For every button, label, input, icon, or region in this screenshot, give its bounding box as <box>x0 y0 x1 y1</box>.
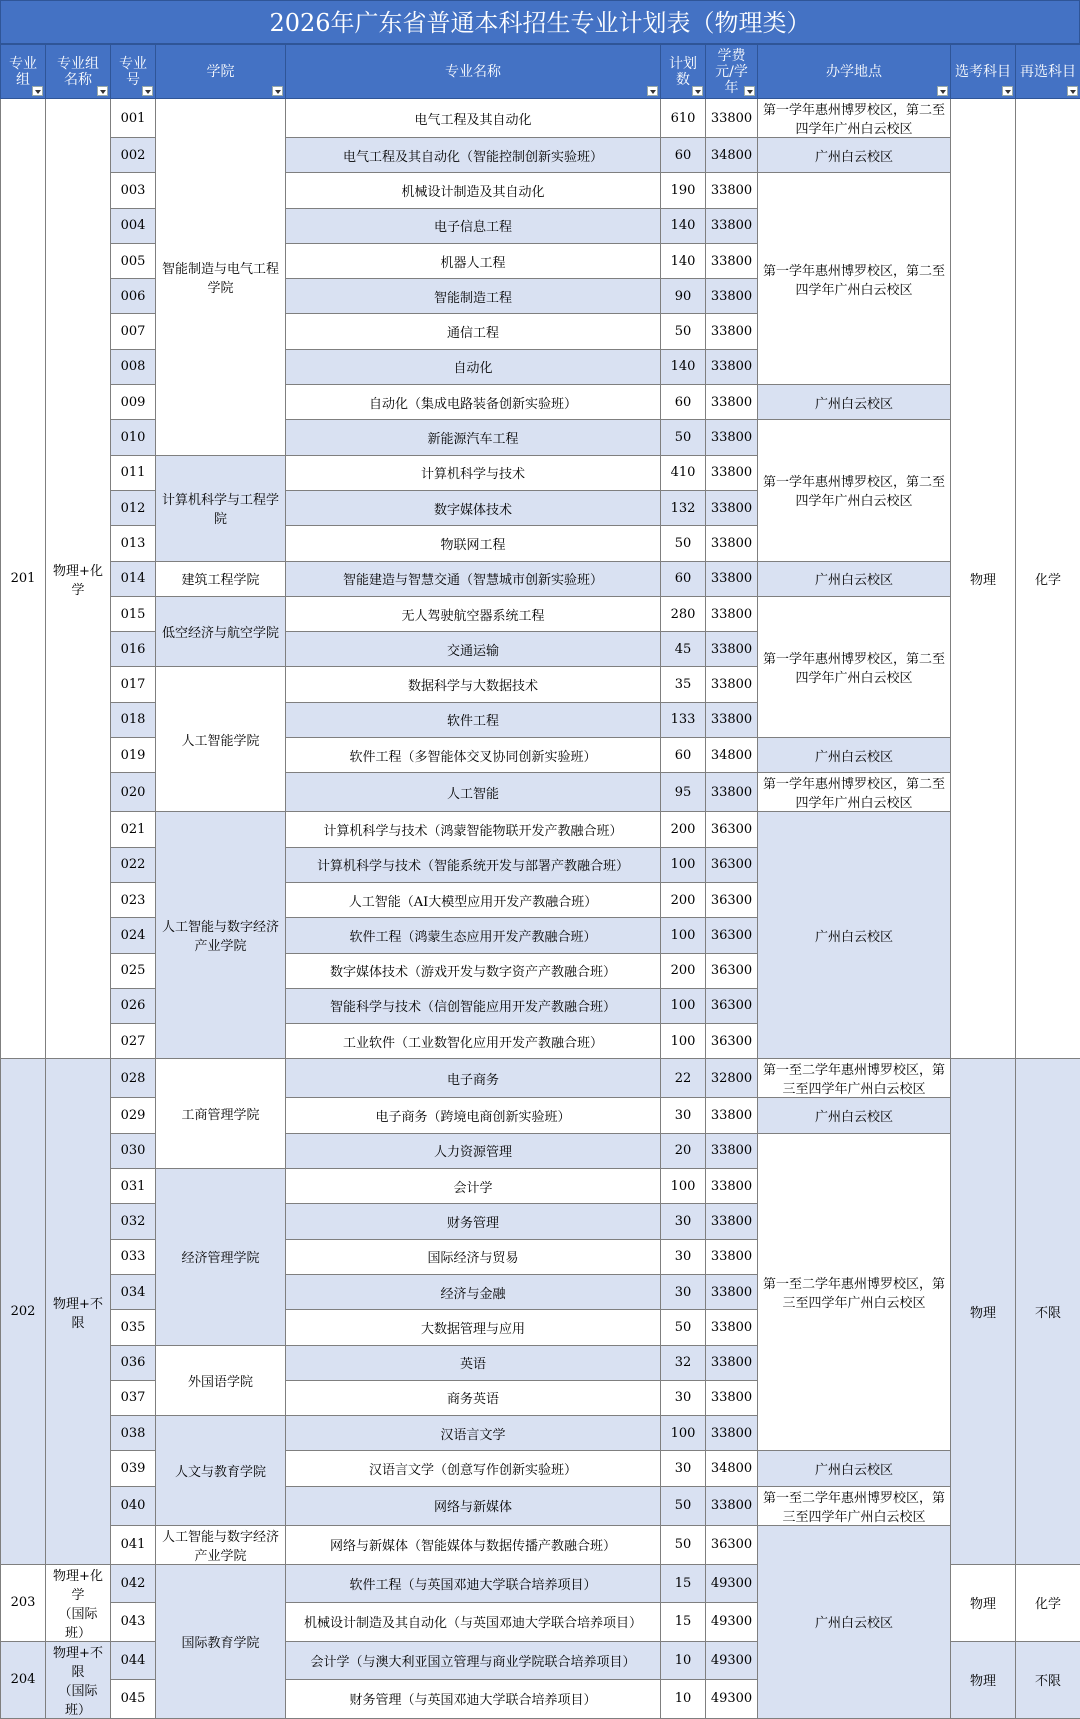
major-name-cell[interactable]: 大数据管理与应用 <box>286 1310 661 1345</box>
plan-count-cell[interactable]: 50 <box>661 1310 706 1345</box>
major-no-cell[interactable]: 028 <box>111 1059 156 1098</box>
major-name-cell[interactable]: 会计学 <box>286 1169 661 1204</box>
tuition-fee-cell[interactable]: 33800 <box>706 1133 758 1168</box>
filter-dropdown-icon[interactable] <box>1067 86 1078 96</box>
major-name-cell[interactable]: 汉语言文学 <box>286 1416 661 1451</box>
college-cell[interactable]: 智能制造与电气工程学院 <box>156 99 286 456</box>
major-name-cell[interactable]: 商务英语 <box>286 1380 661 1415</box>
tuition-fee-cell[interactable]: 36300 <box>706 1525 758 1564</box>
plan-count-cell[interactable]: 32 <box>661 1345 706 1380</box>
plan-count-cell[interactable]: 10 <box>661 1641 706 1680</box>
major-no-cell[interactable]: 031 <box>111 1169 156 1204</box>
location-cell[interactable]: 广州白云校区 <box>758 1098 951 1133</box>
plan-count-cell[interactable]: 30 <box>661 1451 706 1486</box>
college-cell[interactable]: 建筑工程学院 <box>156 561 286 596</box>
major-no-cell[interactable]: 045 <box>111 1680 156 1719</box>
plan-count-cell[interactable]: 100 <box>661 1169 706 1204</box>
plan-count-cell[interactable]: 10 <box>661 1680 706 1719</box>
tuition-fee-cell[interactable]: 34800 <box>706 138 758 173</box>
tuition-fee-cell[interactable]: 33800 <box>706 1204 758 1239</box>
table-row <box>1 561 1080 596</box>
plan-count-cell[interactable]: 45 <box>661 632 706 667</box>
tuition-fee-cell[interactable]: 33800 <box>706 561 758 596</box>
major-name-cell[interactable]: 电气工程及其自动化（智能控制创新实验班） <box>286 138 661 173</box>
location-cell[interactable]: 广州白云校区 <box>758 561 951 596</box>
tuition-fee-cell[interactable]: 36300 <box>706 882 758 917</box>
table-row <box>1 596 1080 631</box>
tuition-fee-cell[interactable]: 32800 <box>706 1059 758 1098</box>
group-name-cell[interactable]: 物理+不 限 （国际 班） <box>46 1641 111 1718</box>
college-cell[interactable]: 低空经济与航空学院 <box>156 596 286 667</box>
major-name-cell[interactable]: 软件工程（与英国邓迪大学联合培养项目） <box>286 1564 661 1603</box>
major-no-cell[interactable]: 014 <box>111 561 156 596</box>
major-name-cell[interactable]: 电子商务 <box>286 1059 661 1098</box>
major-name-cell[interactable]: 电气工程及其自动化 <box>286 99 661 138</box>
location-cell[interactable]: 广州白云校区 <box>758 738 951 773</box>
major-no-cell[interactable]: 019 <box>111 738 156 773</box>
plan-count-cell[interactable]: 60 <box>661 738 706 773</box>
plan-count-cell[interactable]: 90 <box>661 279 706 314</box>
plan-count-cell[interactable]: 22 <box>661 1059 706 1098</box>
group-name-cell[interactable]: 物理+不限 <box>46 1059 111 1564</box>
major-no-cell[interactable]: 030 <box>111 1133 156 1168</box>
plan-count-cell[interactable]: 100 <box>661 1416 706 1451</box>
tuition-fee-cell[interactable]: 33800 <box>706 1310 758 1345</box>
location-cell[interactable]: 广州白云校区 <box>758 385 951 420</box>
major-name-cell[interactable]: 物联网工程 <box>286 526 661 561</box>
tuition-fee-cell[interactable]: 33800 <box>706 490 758 525</box>
header-college[interactable]: 学院 <box>156 45 286 99</box>
college-cell[interactable]: 工商管理学院 <box>156 1059 286 1169</box>
table-row <box>1 99 1080 138</box>
tuition-fee-cell[interactable]: 33800 <box>706 526 758 561</box>
header-major-name[interactable]: 专业名称 <box>286 45 661 99</box>
location-cell[interactable]: 第一学年惠州博罗校区，第二至四学年广州白云校区 <box>758 596 951 737</box>
major-no-cell[interactable]: 012 <box>111 490 156 525</box>
major-no-cell[interactable]: 043 <box>111 1603 156 1642</box>
tuition-fee-cell[interactable]: 49300 <box>706 1564 758 1603</box>
tuition-fee-cell[interactable]: 33800 <box>706 208 758 243</box>
major-name-cell[interactable]: 通信工程 <box>286 314 661 349</box>
college-cell[interactable]: 计算机科学与工程学院 <box>156 455 286 561</box>
major-name-cell[interactable]: 交通运输 <box>286 632 661 667</box>
major-no-cell[interactable]: 016 <box>111 632 156 667</box>
admission-plan-table <box>0 44 1080 1719</box>
location-cell[interactable]: 第一至二学年惠州博罗校区，第三至四学年广州白云校区 <box>758 1133 951 1451</box>
major-no-cell[interactable]: 011 <box>111 455 156 490</box>
header-major-no[interactable]: 专业 号 <box>111 45 156 99</box>
plan-count-cell[interactable]: 50 <box>661 1525 706 1564</box>
major-no-cell[interactable]: 001 <box>111 99 156 138</box>
plan-count-cell[interactable]: 190 <box>661 173 706 208</box>
tuition-fee-cell[interactable]: 33800 <box>706 1416 758 1451</box>
college-cell[interactable]: 外国语学院 <box>156 1345 286 1416</box>
table-row <box>1 812 1080 847</box>
tuition-fee-cell[interactable]: 36300 <box>706 812 758 847</box>
plan-count-cell[interactable]: 15 <box>661 1564 706 1603</box>
elective-subject-cell[interactable]: 不限 <box>1016 1059 1080 1564</box>
major-name-cell[interactable]: 智能科学与技术（信创智能应用开发产教融合班） <box>286 988 661 1023</box>
plan-count-cell[interactable]: 15 <box>661 1603 706 1642</box>
location-cell[interactable]: 第一至二学年惠州博罗校区，第三至四学年广州白云校区 <box>758 1486 951 1525</box>
tuition-fee-cell[interactable]: 33800 <box>706 385 758 420</box>
plan-count-cell[interactable]: 140 <box>661 349 706 384</box>
plan-count-cell[interactable]: 50 <box>661 1486 706 1525</box>
major-no-cell[interactable]: 029 <box>111 1098 156 1133</box>
major-no-cell[interactable]: 027 <box>111 1024 156 1059</box>
major-name-cell[interactable]: 新能源汽车工程 <box>286 420 661 455</box>
major-name-cell[interactable]: 网络与新媒体 <box>286 1486 661 1525</box>
header-fee[interactable]: 学费 元/学 年 <box>706 45 758 99</box>
major-name-cell[interactable]: 人工智能 <box>286 773 661 812</box>
major-no-cell[interactable]: 018 <box>111 702 156 737</box>
college-cell[interactable]: 国际教育学院 <box>156 1564 286 1718</box>
major-no-cell[interactable]: 005 <box>111 243 156 278</box>
tuition-fee-cell[interactable]: 49300 <box>706 1603 758 1642</box>
major-no-cell[interactable]: 036 <box>111 1345 156 1380</box>
tuition-fee-cell[interactable]: 36300 <box>706 953 758 988</box>
plan-count-cell[interactable]: 20 <box>661 1133 706 1168</box>
major-name-cell[interactable]: 软件工程（鸿蒙生态应用开发产教融合班） <box>286 918 661 953</box>
required-subject-cell[interactable]: 物理 <box>951 1641 1016 1718</box>
tuition-fee-cell[interactable]: 33800 <box>706 314 758 349</box>
major-no-cell[interactable]: 041 <box>111 1525 156 1564</box>
major-name-cell[interactable]: 电子商务（跨境电商创新实验班） <box>286 1098 661 1133</box>
plan-count-cell[interactable]: 100 <box>661 988 706 1023</box>
filter-dropdown-icon[interactable] <box>744 86 755 96</box>
tuition-fee-cell[interactable]: 36300 <box>706 1024 758 1059</box>
plan-count-cell[interactable]: 95 <box>661 773 706 812</box>
college-cell[interactable]: 人工智能学院 <box>156 667 286 812</box>
tuition-fee-cell[interactable]: 33800 <box>706 596 758 631</box>
tuition-fee-cell[interactable]: 33800 <box>706 455 758 490</box>
plan-count-cell[interactable]: 132 <box>661 490 706 525</box>
tuition-fee-cell[interactable]: 34800 <box>706 738 758 773</box>
major-name-cell[interactable]: 自动化（集成电路装备创新实验班） <box>286 385 661 420</box>
tuition-fee-cell[interactable]: 36300 <box>706 988 758 1023</box>
plan-count-cell[interactable]: 50 <box>661 420 706 455</box>
table-row <box>1 1525 1080 1564</box>
location-cell[interactable]: 第一学年惠州博罗校区，第二至四学年广州白云校区 <box>758 420 951 561</box>
major-name-cell[interactable]: 汉语言文学（创意写作创新实验班） <box>286 1451 661 1486</box>
major-name-cell[interactable]: 自动化 <box>286 349 661 384</box>
major-no-cell[interactable]: 002 <box>111 138 156 173</box>
filter-dropdown-icon[interactable] <box>1002 86 1013 96</box>
plan-count-cell[interactable]: 140 <box>661 208 706 243</box>
tuition-fee-cell[interactable]: 36300 <box>706 847 758 882</box>
plan-count-cell[interactable]: 200 <box>661 953 706 988</box>
major-name-cell[interactable]: 无人驾驶航空器系统工程 <box>286 596 661 631</box>
major-name-cell[interactable]: 会计学（与澳大利亚国立管理与商业学院联合培养项目） <box>286 1641 661 1680</box>
required-subject-cell[interactable]: 物理 <box>951 99 1016 1059</box>
plan-count-cell[interactable]: 35 <box>661 667 706 702</box>
major-no-cell[interactable]: 033 <box>111 1239 156 1274</box>
location-cell[interactable]: 第一学年惠州博罗校区，第二至四学年广州白云校区 <box>758 99 951 138</box>
plan-count-cell[interactable]: 60 <box>661 385 706 420</box>
major-name-cell[interactable]: 智能制造工程 <box>286 279 661 314</box>
plan-count-cell[interactable]: 30 <box>661 1098 706 1133</box>
plan-count-cell[interactable]: 60 <box>661 138 706 173</box>
major-no-cell[interactable]: 034 <box>111 1274 156 1309</box>
major-name-cell[interactable]: 电子信息工程 <box>286 208 661 243</box>
plan-count-cell[interactable]: 50 <box>661 314 706 349</box>
plan-count-cell[interactable]: 200 <box>661 882 706 917</box>
filter-dropdown-icon[interactable] <box>937 86 948 96</box>
plan-count-cell[interactable]: 410 <box>661 455 706 490</box>
college-cell[interactable]: 人文与教育学院 <box>156 1416 286 1526</box>
plan-count-cell[interactable]: 610 <box>661 99 706 138</box>
major-name-cell[interactable]: 人工智能（AI大模型应用开发产教融合班） <box>286 882 661 917</box>
major-name-cell[interactable]: 财务管理 <box>286 1204 661 1239</box>
filter-dropdown-icon[interactable] <box>97 86 108 96</box>
plan-count-cell[interactable]: 133 <box>661 702 706 737</box>
plan-count-cell[interactable]: 30 <box>661 1204 706 1239</box>
major-no-cell[interactable]: 007 <box>111 314 156 349</box>
tuition-fee-cell[interactable]: 33800 <box>706 279 758 314</box>
location-cell[interactable]: 广州白云校区 <box>758 812 951 1059</box>
tuition-fee-cell[interactable]: 33800 <box>706 632 758 667</box>
location-cell[interactable]: 第一学年惠州博罗校区，第二至四学年广州白云校区 <box>758 173 951 385</box>
major-no-cell[interactable]: 021 <box>111 812 156 847</box>
header-group-code[interactable]: 专业 组 <box>1 45 46 99</box>
major-name-cell[interactable]: 英语 <box>286 1345 661 1380</box>
major-no-cell[interactable]: 039 <box>111 1451 156 1486</box>
location-cell[interactable]: 第一学年惠州博罗校区，第二至四学年广州白云校区 <box>758 773 951 812</box>
major-no-cell[interactable]: 013 <box>111 526 156 561</box>
tuition-fee-cell[interactable]: 33800 <box>706 1169 758 1204</box>
major-name-cell[interactable]: 计算机科学与技术（智能系统开发与部署产教融合班） <box>286 847 661 882</box>
tuition-fee-cell[interactable]: 33800 <box>706 1239 758 1274</box>
tuition-fee-cell[interactable]: 33800 <box>706 99 758 138</box>
filter-dropdown-icon[interactable] <box>272 86 283 96</box>
major-name-cell[interactable]: 国际经济与贸易 <box>286 1239 661 1274</box>
tuition-fee-cell[interactable]: 33800 <box>706 773 758 812</box>
major-no-cell[interactable]: 022 <box>111 847 156 882</box>
location-cell[interactable]: 广州白云校区 <box>758 138 951 173</box>
tuition-fee-cell[interactable]: 33800 <box>706 420 758 455</box>
header-location[interactable]: 办学地点 <box>758 45 951 99</box>
major-no-cell[interactable]: 042 <box>111 1564 156 1603</box>
filter-dropdown-icon[interactable] <box>32 86 43 96</box>
plan-count-cell[interactable]: 100 <box>661 847 706 882</box>
header-required-subject[interactable]: 选考科目 <box>951 45 1016 99</box>
plan-count-cell[interactable]: 30 <box>661 1239 706 1274</box>
elective-subject-cell[interactable]: 不限 <box>1016 1641 1080 1718</box>
header-group-name[interactable]: 专业组 名称 <box>46 45 111 99</box>
plan-count-cell[interactable]: 140 <box>661 243 706 278</box>
major-name-cell[interactable]: 数据科学与大数据技术 <box>286 667 661 702</box>
major-no-cell[interactable]: 015 <box>111 596 156 631</box>
plan-count-cell[interactable]: 200 <box>661 812 706 847</box>
major-no-cell[interactable]: 032 <box>111 1204 156 1239</box>
major-name-cell[interactable]: 软件工程（多智能体交叉协同创新实验班） <box>286 738 661 773</box>
location-cell[interactable]: 广州白云校区 <box>758 1451 951 1486</box>
major-no-cell[interactable]: 008 <box>111 349 156 384</box>
major-name-cell[interactable]: 数字媒体技术（游戏开发与数字资产产教融合班） <box>286 953 661 988</box>
filter-dropdown-icon[interactable] <box>692 86 703 96</box>
college-cell[interactable]: 经济管理学院 <box>156 1169 286 1345</box>
major-no-cell[interactable]: 026 <box>111 988 156 1023</box>
major-no-cell[interactable]: 006 <box>111 279 156 314</box>
major-name-cell[interactable]: 机械设计制造及其自动化（与英国邓迪大学联合培养项目） <box>286 1603 661 1642</box>
tuition-fee-cell[interactable]: 33800 <box>706 667 758 702</box>
tuition-fee-cell[interactable]: 49300 <box>706 1641 758 1680</box>
plan-count-cell[interactable]: 30 <box>661 1380 706 1415</box>
required-subject-cell[interactable]: 物理 <box>951 1564 1016 1641</box>
major-name-cell[interactable]: 计算机科学与技术（鸿蒙智能物联开发产教融合班） <box>286 812 661 847</box>
major-no-cell[interactable]: 038 <box>111 1416 156 1451</box>
major-no-cell[interactable]: 037 <box>111 1380 156 1415</box>
major-name-cell[interactable]: 网络与新媒体（智能媒体与数据传播产教融合班） <box>286 1525 661 1564</box>
header-plan[interactable]: 计划 数 <box>661 45 706 99</box>
major-name-cell[interactable]: 软件工程 <box>286 702 661 737</box>
major-no-cell[interactable]: 020 <box>111 773 156 812</box>
major-name-cell[interactable]: 数字媒体技术 <box>286 490 661 525</box>
major-name-cell[interactable]: 机器人工程 <box>286 243 661 278</box>
college-cell[interactable]: 人工智能与数字经济产业学院 <box>156 1525 286 1564</box>
tuition-fee-cell[interactable]: 49300 <box>706 1680 758 1719</box>
major-no-cell[interactable]: 017 <box>111 667 156 702</box>
major-no-cell[interactable]: 003 <box>111 173 156 208</box>
location-cell[interactable]: 第一至二学年惠州博罗校区，第三至四学年广州白云校区 <box>758 1059 951 1098</box>
location-cell[interactable]: 广州白云校区 <box>758 1525 951 1718</box>
major-no-cell[interactable]: 035 <box>111 1310 156 1345</box>
header-row <box>1 45 1080 99</box>
group-code-cell[interactable]: 202 <box>1 1059 46 1564</box>
major-name-cell[interactable]: 人力资源管理 <box>286 1133 661 1168</box>
major-no-cell[interactable]: 040 <box>111 1486 156 1525</box>
plan-count-cell[interactable]: 50 <box>661 526 706 561</box>
major-name-cell[interactable]: 工业软件（工业数智化应用开发产教融合班） <box>286 1024 661 1059</box>
filter-dropdown-icon[interactable] <box>647 86 658 96</box>
tuition-fee-cell[interactable]: 33800 <box>706 1098 758 1133</box>
tuition-fee-cell[interactable]: 33800 <box>706 1486 758 1525</box>
tuition-fee-cell[interactable]: 33800 <box>706 1274 758 1309</box>
major-no-cell[interactable]: 004 <box>111 208 156 243</box>
elective-subject-cell[interactable]: 化学 <box>1016 1564 1080 1641</box>
major-name-cell[interactable]: 智能建造与智慧交通（智慧城市创新实验班） <box>286 561 661 596</box>
major-name-cell[interactable]: 机械设计制造及其自动化 <box>286 173 661 208</box>
group-name-cell[interactable]: 物理+化学 <box>46 99 111 1059</box>
plan-count-cell[interactable]: 60 <box>661 561 706 596</box>
major-name-cell[interactable]: 财务管理（与英国邓迪大学联合培养项目） <box>286 1680 661 1719</box>
group-code-cell[interactable]: 203 <box>1 1564 46 1641</box>
major-no-cell[interactable]: 025 <box>111 953 156 988</box>
major-no-cell[interactable]: 023 <box>111 882 156 917</box>
tuition-fee-cell[interactable]: 33800 <box>706 349 758 384</box>
plan-count-cell[interactable]: 100 <box>661 1024 706 1059</box>
tuition-fee-cell[interactable]: 33800 <box>706 243 758 278</box>
group-code-cell[interactable]: 201 <box>1 99 46 1059</box>
page-title: 2026年广东省普通本科招生专业计划表（物理类） <box>0 0 1080 44</box>
major-no-cell[interactable]: 009 <box>111 385 156 420</box>
major-name-cell[interactable]: 经济与金融 <box>286 1274 661 1309</box>
tuition-fee-cell[interactable]: 36300 <box>706 918 758 953</box>
major-name-cell[interactable]: 计算机科学与技术 <box>286 455 661 490</box>
college-cell[interactable]: 人工智能与数字经济产业学院 <box>156 812 286 1059</box>
major-no-cell[interactable]: 024 <box>111 918 156 953</box>
required-subject-cell[interactable]: 物理 <box>951 1059 1016 1564</box>
tuition-fee-cell[interactable]: 34800 <box>706 1451 758 1486</box>
tuition-fee-cell[interactable]: 33800 <box>706 702 758 737</box>
plan-count-cell[interactable]: 30 <box>661 1274 706 1309</box>
group-code-cell[interactable]: 204 <box>1 1641 46 1718</box>
tuition-fee-cell[interactable]: 33800 <box>706 1345 758 1380</box>
header-elective-subject[interactable]: 再选科目 <box>1016 45 1080 99</box>
tuition-fee-cell[interactable]: 33800 <box>706 1380 758 1415</box>
plan-count-cell[interactable]: 100 <box>661 918 706 953</box>
tuition-fee-cell[interactable]: 33800 <box>706 173 758 208</box>
table-row <box>1 1059 1080 1098</box>
major-no-cell[interactable]: 010 <box>111 420 156 455</box>
plan-count-cell[interactable]: 280 <box>661 596 706 631</box>
elective-subject-cell[interactable]: 化学 <box>1016 99 1080 1059</box>
filter-dropdown-icon[interactable] <box>142 86 153 96</box>
group-name-cell[interactable]: 物理+化 学 （国际 班） <box>46 1564 111 1641</box>
major-no-cell[interactable]: 044 <box>111 1641 156 1680</box>
